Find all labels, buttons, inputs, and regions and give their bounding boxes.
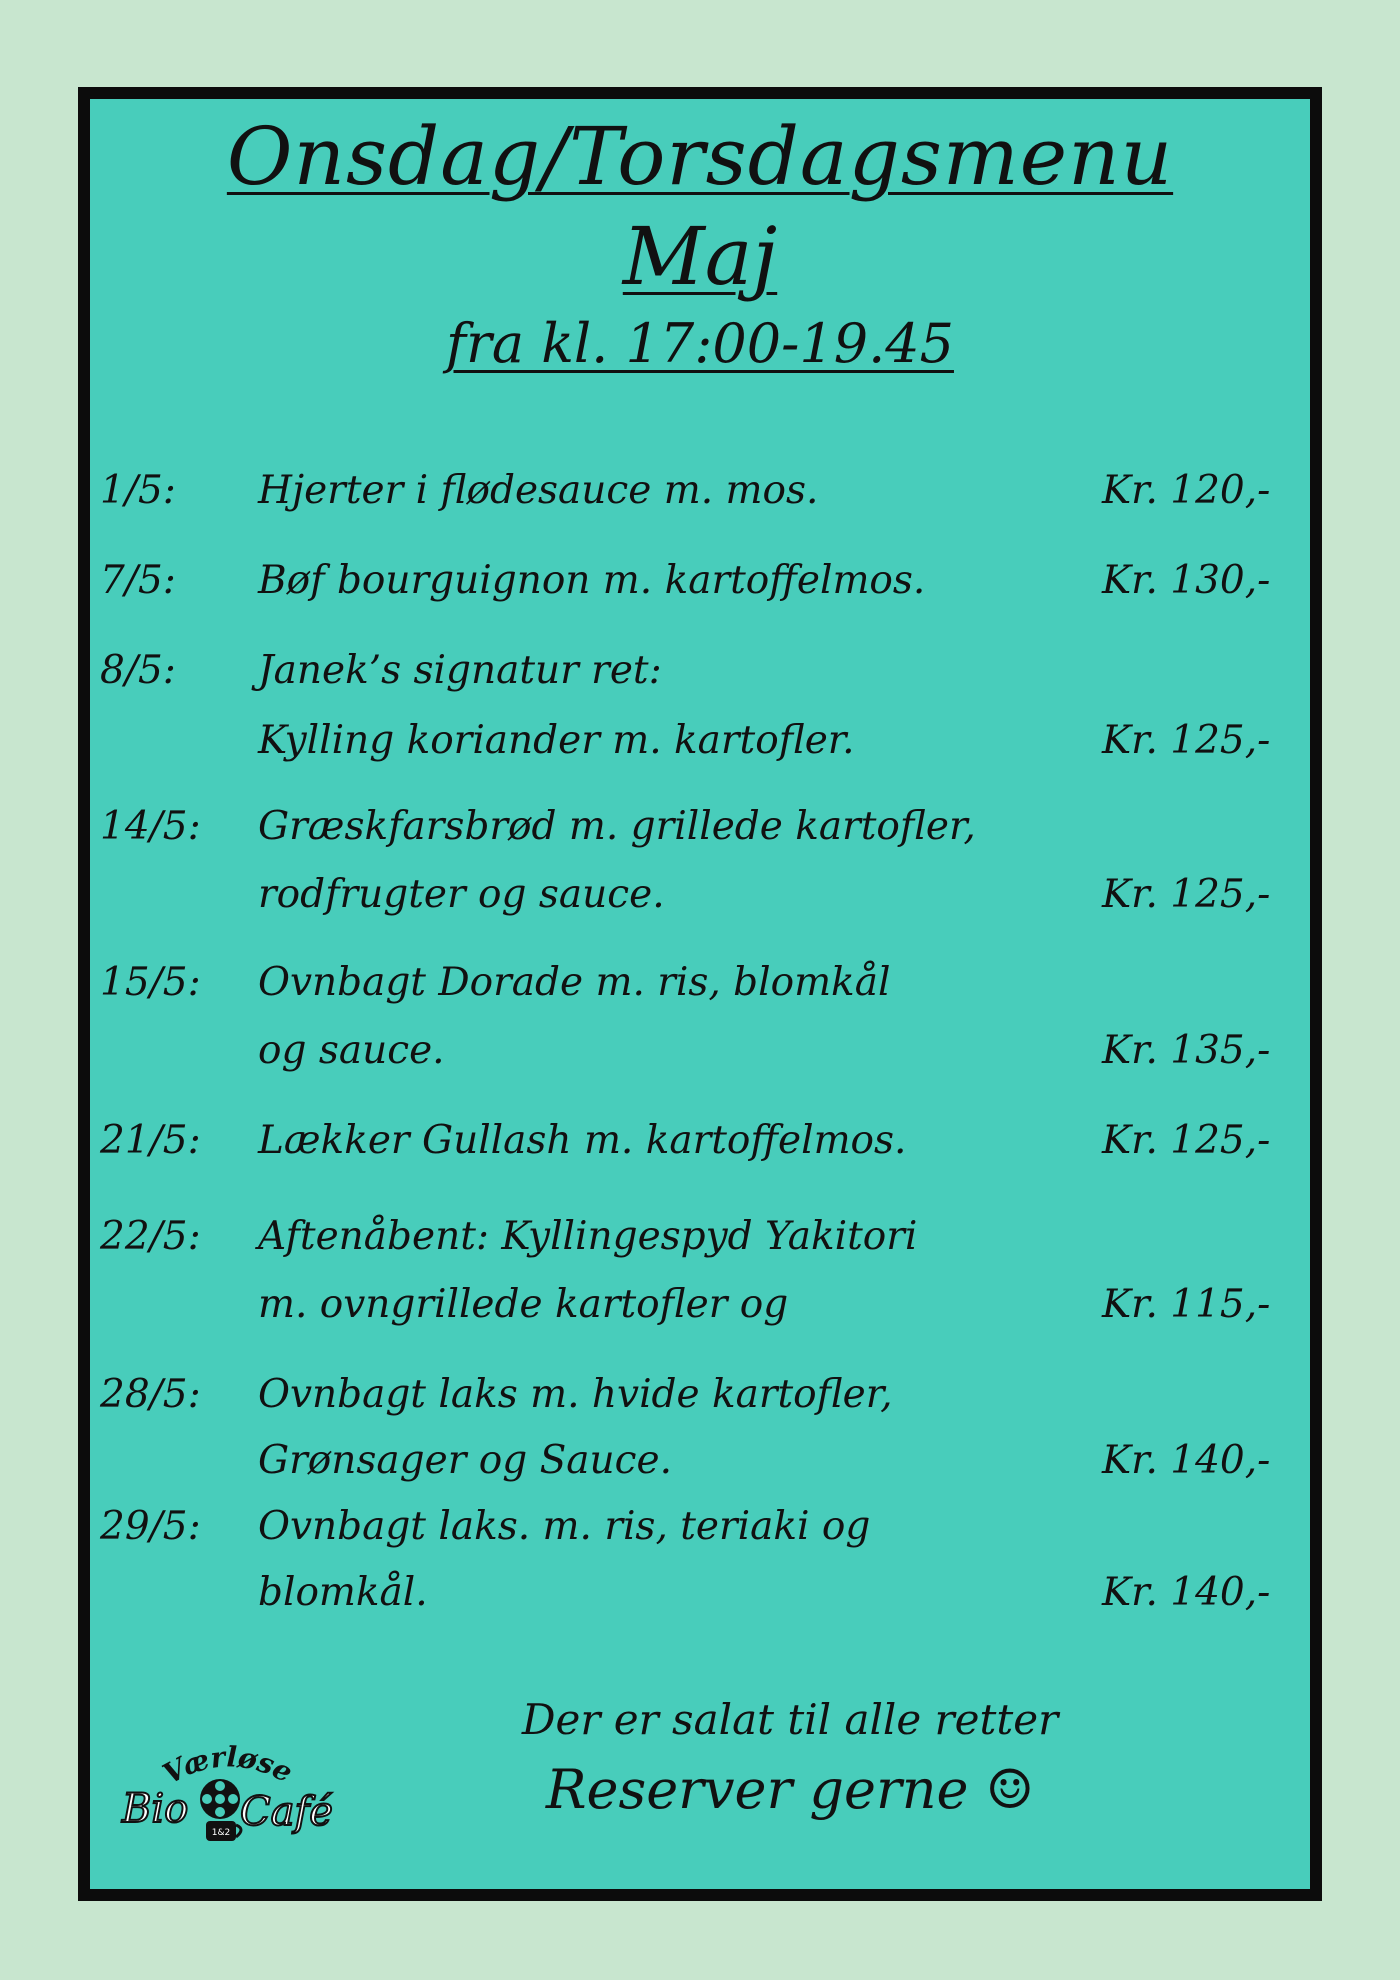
menu-date: 7/5: [100, 558, 176, 603]
menu-date: 14/5: [100, 804, 201, 849]
logo-top-text: Værløse [157, 1740, 298, 1791]
menu-price: Kr. 120,- [1102, 468, 1271, 513]
menu-dish-line: m. ovngrillede kartofler og [258, 1282, 789, 1327]
menu-dish-line: Hjerter i flødesauce m. mos. [258, 468, 819, 513]
menu-hours: fra kl. 17:00-19.45 [446, 312, 954, 375]
menu-dish-line: Ovnbagt laks m. hvide kartofler, [258, 1372, 893, 1417]
menu-price: Kr. 115,- [1102, 1282, 1271, 1327]
menu-dish-line: Ovnbagt Dorade m. ris, blomkål [258, 960, 891, 1005]
menu-title: Onsdag/Torsdagsmenu [226, 110, 1174, 203]
salad-note: Der er salat til alle retter [521, 1695, 1059, 1744]
logo-right-text: Café [240, 1789, 333, 1835]
menu-dish-line: Bøf bourguignon m. kartoffelmos. [258, 558, 926, 603]
menu-dish-line: Grønsager og Sauce. [258, 1438, 672, 1483]
menu-price: Kr. 135,- [1102, 1028, 1271, 1073]
vaerloese-bio-cafe-logo [118, 1729, 338, 1849]
menu-price: Kr. 125,- [1102, 1118, 1271, 1163]
menu-dish-line: Ovnbagt laks. m. ris, teriaki og [258, 1504, 871, 1549]
menu-date: 28/5: [100, 1372, 201, 1417]
menu-date: 15/5: [100, 960, 201, 1005]
menu-dish-line: rodfrugter og sauce. [258, 872, 665, 917]
menu-price: Kr. 140,- [1102, 1570, 1271, 1615]
menu-date: 29/5: [100, 1504, 201, 1549]
menu-dish-line: Lækker Gullash m. kartoffelmos. [258, 1118, 907, 1163]
menu-date: 22/5: [100, 1214, 201, 1259]
logo-left-text: Bio [122, 1786, 189, 1832]
menu-price: Kr. 140,- [1102, 1438, 1271, 1483]
reserve-note: Reserver gerne ☺ [545, 1758, 1035, 1821]
menu-dish-line: og sauce. [258, 1028, 445, 1073]
menu-price: Kr. 130,- [1102, 558, 1271, 603]
menu-date: 1/5: [100, 468, 176, 513]
menu-month: Maj [622, 210, 778, 303]
menu-date: 8/5: [100, 648, 176, 693]
menu-price: Kr. 125,- [1102, 872, 1271, 917]
logo-badge-text: 1&2 [211, 1828, 231, 1838]
menu-dish-line: Aftenåbent: Kyllingespyd Yakitori [258, 1214, 918, 1259]
menu-dish-line: blomkål. [258, 1570, 428, 1615]
film-reel-icon [200, 1779, 240, 1819]
menu-price: Kr. 125,- [1102, 718, 1271, 763]
menu-dish-line: Janek’s signatur ret: [258, 648, 662, 693]
menu-poster [78, 87, 1322, 1901]
menu-dish-line: Kylling koriander m. kartofler. [258, 718, 855, 763]
menu-dish-line: Græskfarsbrød m. grillede kartofler, [258, 804, 976, 849]
menu-date: 21/5: [100, 1118, 201, 1163]
